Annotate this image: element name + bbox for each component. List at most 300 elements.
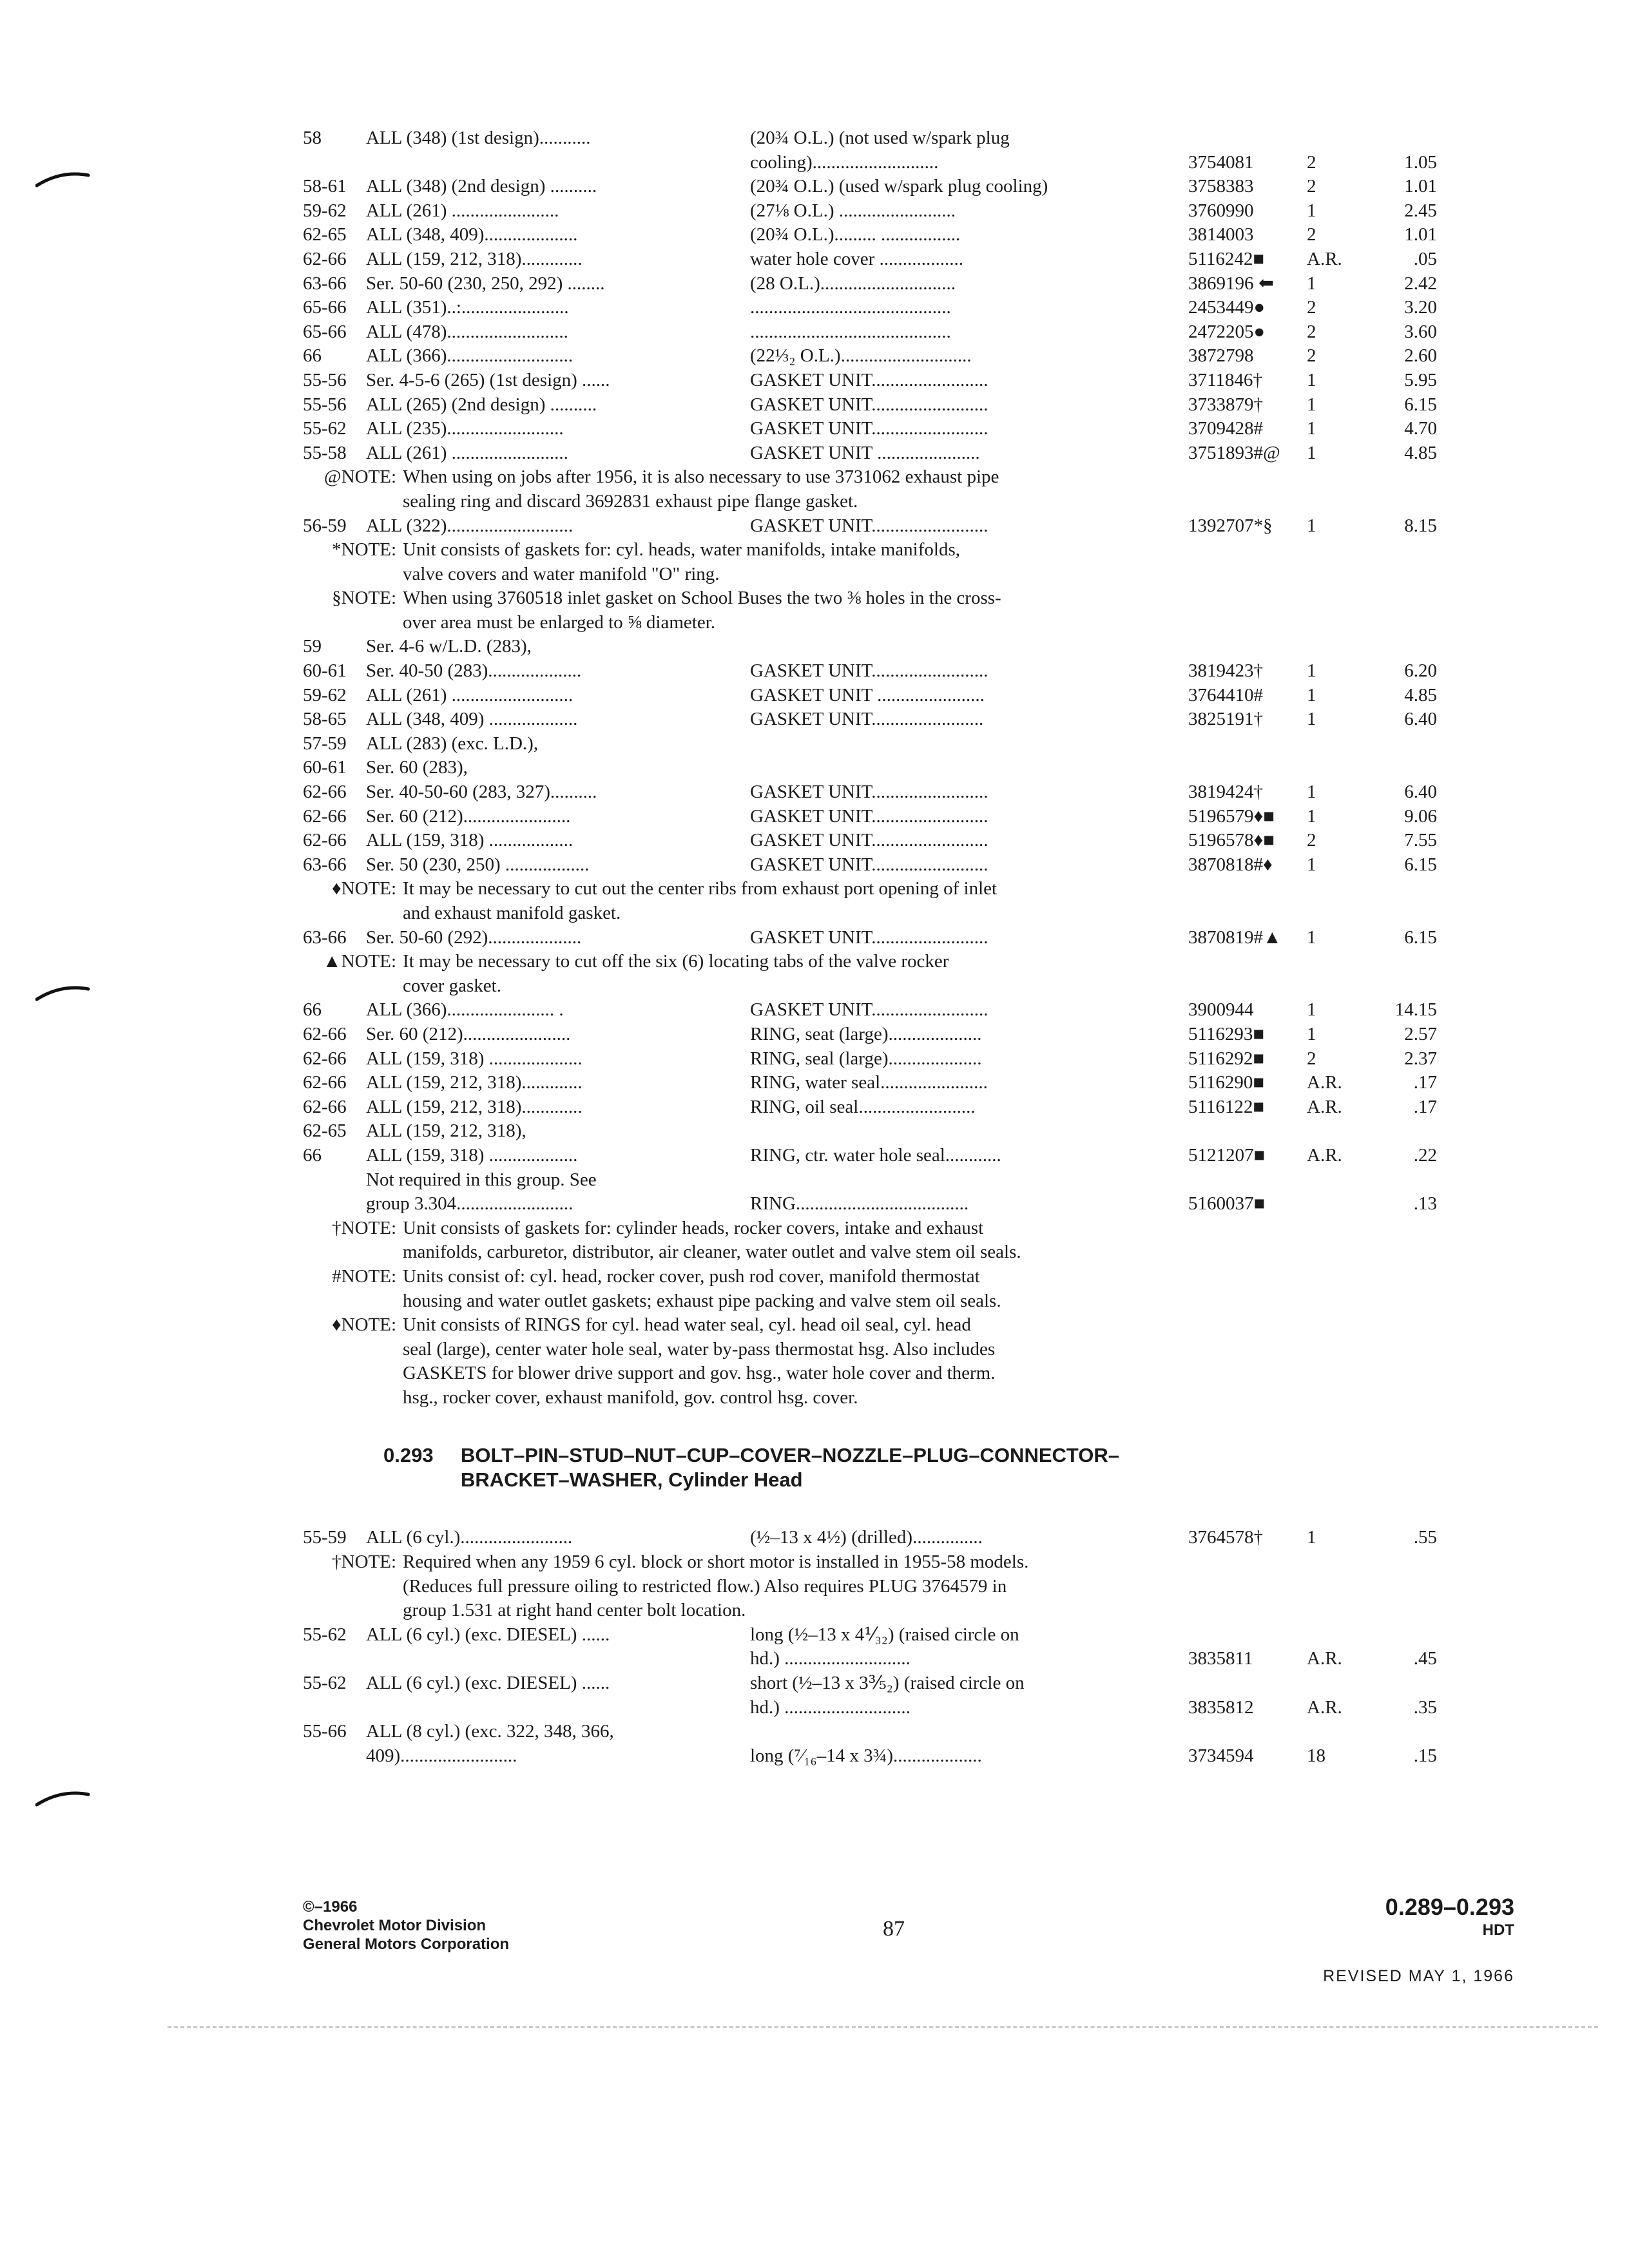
part-row — [303, 1144, 1437, 1168]
note-label: ♦NOTE: — [331, 878, 396, 899]
application: Ser. 40-50 (283).................... — [366, 660, 582, 682]
part-number — [1188, 126, 1307, 151]
application: ALL (351)..:....................... — [366, 297, 569, 318]
price: 1.05 — [1404, 151, 1437, 173]
part-number: 5116122■ — [1188, 1096, 1264, 1117]
description: GASKET UNIT......................... — [750, 805, 988, 827]
part-row — [303, 780, 1437, 805]
section-number: 0.293 — [383, 1444, 434, 1467]
quantity: 1 — [1307, 684, 1316, 706]
part-row — [303, 1744, 1437, 1769]
model-years: 63-66 — [303, 273, 347, 294]
quantity: 1 — [1307, 1527, 1316, 1548]
application: Ser. 50-60 (230, 250, 292) ........ — [366, 273, 605, 294]
part-row — [303, 829, 1437, 853]
description: long (⁷⁄₁₆–14 x 3¾)................... — [750, 1745, 982, 1766]
note-label: *NOTE: — [332, 539, 396, 561]
note-label: †NOTE: — [332, 1552, 396, 1573]
quantity: 1 — [1307, 442, 1316, 463]
part-row — [303, 514, 1437, 539]
description: ........................................... — [750, 297, 951, 318]
description: GASKET UNIT......................... — [750, 418, 988, 439]
part-row — [303, 998, 1437, 1023]
description: GASKET UNIT......................... — [750, 854, 988, 875]
note-line: When using 3760518 inlet gasket on School Buses the two ⅜ holes in the cross- — [403, 588, 1001, 609]
section-range-block — [1334, 1893, 1514, 1939]
application: ALL (159, 318) ................... — [366, 1144, 578, 1166]
price: .22 — [1413, 1144, 1437, 1166]
quantity: 18 — [1307, 1745, 1325, 1766]
part-row — [303, 853, 1437, 878]
description: GASKET UNIT......................... — [750, 927, 988, 948]
model-years — [303, 1696, 366, 1720]
application: Ser. 50-60 (292).................... — [366, 927, 582, 948]
quantity — [1307, 126, 1358, 151]
price: 6.40 — [1404, 709, 1437, 730]
note-line: It may be necessary to cut off the six (6) locating tabs of the valve rocker — [403, 951, 949, 972]
description: RING..................................... — [750, 1193, 969, 1215]
part-number: 3819424† — [1188, 782, 1263, 803]
description: (20¾ O.L.)......... ................. — [750, 224, 961, 245]
price: 6.20 — [1404, 660, 1437, 682]
part-row — [303, 635, 1437, 659]
price: 4.85 — [1404, 684, 1437, 706]
note-line: seal (large), center water hole seal, water by-pass thermostat hsg. Also includes — [403, 1338, 996, 1360]
section-title-line — [461, 1468, 1119, 1492]
note-block — [303, 465, 1437, 514]
price: 1.01 — [1404, 224, 1437, 245]
part-number — [1188, 756, 1307, 780]
model-years: 55-62 — [303, 418, 347, 439]
quantity — [1307, 1671, 1358, 1696]
part-row — [303, 1023, 1437, 1047]
part-row — [303, 175, 1437, 199]
application: ALL (159, 212, 318), — [366, 1120, 526, 1142]
description — [750, 1168, 1188, 1193]
description: (22⅓₂ O.L.)............................ — [750, 345, 972, 367]
section-title — [461, 1443, 1119, 1492]
part-number: 2472205● — [1188, 321, 1266, 342]
part-number: 3835812 — [1188, 1696, 1254, 1718]
price: 5.95 — [1404, 369, 1437, 390]
price — [1358, 1671, 1437, 1696]
note-label: ▲NOTE: — [322, 951, 396, 972]
part-row — [303, 223, 1437, 247]
model-years: 62-66 — [303, 805, 347, 827]
application: ALL (283) (exc. L.D.), — [366, 733, 539, 754]
quantity: A.R. — [1307, 1096, 1342, 1117]
part-row — [303, 199, 1437, 224]
section-heading — [383, 1443, 1437, 1492]
price: 3.60 — [1404, 321, 1437, 342]
application — [366, 151, 750, 175]
price: .45 — [1413, 1648, 1437, 1669]
part-row — [303, 684, 1437, 708]
quantity — [1307, 1119, 1358, 1144]
quantity: 1 — [1307, 394, 1316, 415]
note-line: GASKETS for blower drive support and gov. hsg., water hole cover and therm. — [403, 1363, 996, 1384]
note-text — [396, 465, 1163, 514]
model-years: 55-62 — [303, 1624, 347, 1645]
part-row — [303, 1720, 1437, 1744]
part-number: 3814003 — [1188, 224, 1254, 245]
part-row — [303, 1623, 1437, 1648]
note-line: It may be necessary to cut out the center ribs from exhaust port opening of inlet — [403, 878, 998, 899]
part-row — [303, 1647, 1437, 1671]
note-block — [303, 538, 1437, 586]
corporation-name: General Motors Corporation — [303, 1936, 510, 1953]
quantity: 2 — [1307, 1048, 1316, 1069]
price — [1358, 732, 1437, 756]
description: (27⅛ O.L.) ......................... — [750, 200, 956, 221]
binder-hole-mark — [35, 983, 90, 1002]
quantity: 1 — [1307, 782, 1316, 803]
model-years: 55-66 — [303, 1721, 347, 1742]
note-label: ♦NOTE: — [331, 1314, 396, 1336]
description: GASKET UNIT........................ — [750, 709, 984, 730]
price: 4.70 — [1404, 418, 1437, 439]
price: 2.37 — [1404, 1048, 1437, 1069]
quantity: 1 — [1307, 515, 1316, 536]
price — [1358, 635, 1437, 659]
application: ALL (261) ....................... — [366, 200, 559, 221]
price: .55 — [1413, 1527, 1437, 1548]
model-years — [303, 1168, 366, 1193]
price: 2.60 — [1404, 345, 1437, 367]
description — [750, 1119, 1188, 1144]
part-number: 3764578† — [1188, 1527, 1263, 1548]
model-years: 62-66 — [303, 1048, 347, 1069]
description: GASKET UNIT......................... — [750, 515, 988, 536]
price: 6.40 — [1404, 782, 1437, 803]
note-text — [396, 538, 1163, 586]
description: GASKET UNIT......................... — [750, 369, 988, 390]
part-number: 3754081 — [1188, 151, 1254, 173]
note-line: hsg., rocker cover, exhaust manifold, gov. control hsg. cover. — [403, 1387, 858, 1408]
application: ALL (366)....................... . — [366, 999, 564, 1021]
note-text — [396, 950, 1163, 998]
quantity: 1 — [1307, 273, 1316, 294]
section-code: HDT — [1482, 1921, 1514, 1939]
note-text — [396, 1216, 1163, 1265]
application: ALL (265) (2nd design) .......... — [366, 394, 597, 415]
price: .05 — [1413, 248, 1437, 269]
description: RING, seal (large).................... — [750, 1048, 982, 1069]
application: ALL (159, 318) .................. — [366, 830, 574, 851]
note-text — [396, 1313, 1163, 1410]
quantity: 2 — [1307, 176, 1316, 197]
model-years: 59-62 — [303, 684, 347, 706]
description: (½–13 x 4½) (drilled)............... — [750, 1527, 983, 1548]
part-number: 5116242■ — [1188, 248, 1264, 269]
description: RING, ctr. water hole seal............ — [750, 1144, 1001, 1166]
quantity — [1307, 732, 1358, 756]
model-years: 62-65 — [303, 1120, 347, 1142]
application: ALL (8 cyl.) (exc. 322, 348, 366, — [366, 1721, 614, 1742]
note-text — [396, 1265, 1163, 1313]
note-block — [303, 1216, 1437, 1265]
price: .35 — [1413, 1696, 1437, 1718]
part-row — [303, 344, 1437, 369]
part-row — [303, 417, 1437, 441]
application: ALL (235)......................... — [366, 418, 564, 439]
part-number — [1188, 635, 1307, 659]
part-number: 3825191† — [1188, 709, 1263, 730]
part-row — [303, 805, 1437, 829]
part-row — [303, 926, 1437, 950]
description: short (½–13 x 3⅗₂) (raised circle on — [750, 1673, 1025, 1694]
model-years: 60-61 — [303, 757, 347, 778]
description — [750, 635, 1188, 659]
part-number: 5196578♦■ — [1188, 830, 1275, 851]
part-row — [303, 707, 1437, 732]
application: ALL (261) .......................... — [366, 684, 574, 706]
model-years: 55-59 — [303, 1527, 347, 1548]
spacer — [303, 1410, 1437, 1443]
note-text — [396, 586, 1163, 635]
note-line: sealing ring and discard 3692831 exhaust pipe flange gasket. — [403, 490, 858, 512]
part-row — [303, 1168, 1437, 1193]
note-label: @NOTE: — [323, 466, 396, 488]
part-number: 3734594 — [1188, 1745, 1254, 1766]
part-row — [303, 1671, 1437, 1696]
application: ALL (348, 409) ................... — [366, 709, 578, 730]
application: ALL (159, 212, 318)............. — [366, 248, 583, 269]
application: ALL (261) ......................... — [366, 442, 568, 463]
description: hd.) ........................... — [750, 1648, 911, 1669]
application — [366, 1647, 750, 1671]
part-number: 5160037■ — [1188, 1193, 1266, 1215]
note-block — [303, 1550, 1437, 1623]
description — [750, 756, 1188, 780]
note-block — [303, 1265, 1437, 1313]
part-row — [303, 393, 1437, 418]
application: ALL (348, 409).................... — [366, 224, 578, 245]
part-row — [303, 296, 1437, 320]
application: Ser. 50 (230, 250) .................. — [366, 854, 590, 875]
part-row — [303, 1696, 1437, 1720]
model-years: 62-66 — [303, 1096, 347, 1117]
description: ........................................... — [750, 321, 951, 342]
price — [1358, 1168, 1437, 1193]
part-number: 2453449● — [1188, 297, 1266, 318]
description: water hole cover .................. — [750, 248, 963, 269]
model-years: 59 — [303, 636, 322, 657]
part-row — [303, 151, 1437, 175]
description: hd.) ........................... — [750, 1696, 911, 1718]
part-number: 3764410# — [1188, 684, 1263, 706]
quantity: 1 — [1307, 660, 1316, 682]
note-line: over area must be enlarged to ⅝ diameter. — [403, 611, 716, 633]
note-line: housing and water outlet gaskets; exhaust pipe packing and valve stem oil seals. — [403, 1290, 1001, 1311]
application: Not required in this group. See — [366, 1169, 597, 1190]
price — [1358, 1623, 1437, 1648]
note-block — [303, 1313, 1437, 1410]
binder-hole-mark — [35, 169, 90, 188]
quantity: 1 — [1307, 927, 1316, 948]
part-number: 3751893#@ — [1188, 442, 1280, 463]
part-number: 3872798 — [1188, 345, 1254, 367]
part-number — [1188, 1720, 1307, 1744]
price: .17 — [1413, 1072, 1437, 1093]
part-number: 3870818#♦ — [1188, 854, 1273, 875]
price — [1358, 1119, 1437, 1144]
application: ALL (366)........................... — [366, 345, 574, 367]
note-line: Units consist of: cyl. head, rocker cover, push rod cover, manifold thermostat — [403, 1265, 980, 1287]
note-line: Required when any 1959 6 cyl. block or short motor is installed in 1955-58 models. — [403, 1552, 1029, 1573]
quantity: 2 — [1307, 830, 1316, 851]
price — [1358, 1720, 1437, 1744]
section-title-part: Cylinder Head — [668, 1468, 803, 1492]
price: 3.20 — [1404, 297, 1437, 318]
part-row — [303, 1119, 1437, 1144]
price: 9.06 — [1404, 805, 1437, 827]
application: ALL (6 cyl.) (exc. DIESEL) ...... — [366, 1624, 610, 1645]
model-years: 62-66 — [303, 830, 347, 851]
model-years: 58-65 — [303, 709, 347, 730]
model-years: 63-66 — [303, 854, 347, 875]
quantity — [1307, 635, 1358, 659]
part-number: 3869196 ⬅ — [1188, 273, 1275, 294]
division-name: Chevrolet Motor Division — [303, 1917, 487, 1934]
quantity: 1 — [1307, 200, 1316, 221]
price: 2.42 — [1404, 273, 1437, 294]
note-label: #NOTE: — [332, 1265, 396, 1287]
model-years: 65-66 — [303, 297, 347, 318]
quantity — [1307, 1192, 1358, 1216]
description: cooling)........................... — [750, 151, 939, 173]
quantity: 2 — [1307, 321, 1316, 342]
price: 6.15 — [1404, 927, 1437, 948]
model-years: 66 — [303, 345, 322, 367]
description: GASKET UNIT......................... — [750, 999, 988, 1021]
model-years: 57-59 — [303, 733, 347, 754]
part-number: 3835811 — [1188, 1648, 1253, 1669]
model-years: 66 — [303, 999, 322, 1021]
price: 4.85 — [1404, 442, 1437, 463]
application — [366, 1696, 750, 1720]
description: GASKET UNIT......................... — [750, 830, 988, 851]
price: 2.45 — [1404, 200, 1437, 221]
part-number: 3733879† — [1188, 394, 1263, 415]
part-number: 5121207■ — [1188, 1144, 1266, 1166]
note-block — [303, 586, 1437, 635]
description: GASKET UNIT......................... — [750, 660, 988, 682]
quantity: 1 — [1307, 369, 1316, 390]
price: .13 — [1413, 1193, 1437, 1215]
part-row — [303, 1071, 1437, 1095]
quantity — [1307, 756, 1358, 780]
publisher-block — [303, 1898, 509, 1954]
description: long (½–13 x 4⅟₃₂) (raised circle on — [750, 1624, 1019, 1645]
part-row — [303, 272, 1437, 296]
note-line: Unit consists of gaskets for: cyl. heads, water manifolds, intake manifolds, — [403, 539, 960, 561]
quantity: A.R. — [1307, 1696, 1342, 1718]
note-block — [303, 950, 1437, 998]
model-years: 55-56 — [303, 369, 347, 390]
model-years: 65-66 — [303, 321, 347, 342]
part-number — [1188, 1671, 1307, 1696]
quantity: 1 — [1307, 709, 1316, 730]
quantity — [1307, 1168, 1358, 1193]
quantity: A.R. — [1307, 1144, 1342, 1166]
part-row — [303, 1095, 1437, 1120]
part-number: 3758383 — [1188, 176, 1254, 197]
part-number: 3819423† — [1188, 660, 1263, 682]
description — [750, 1720, 1188, 1744]
bottom-rule — [168, 2026, 1598, 2028]
quantity: 2 — [1307, 345, 1316, 367]
part-row — [303, 126, 1437, 151]
page-number: 87 — [883, 1917, 905, 1941]
description: (20¾ O.L.) (used w/spark plug cooling) — [750, 176, 1048, 197]
part-number — [1188, 1168, 1307, 1193]
part-number: 5196579♦■ — [1188, 805, 1275, 827]
part-number: 5116290■ — [1188, 1072, 1264, 1093]
price: 8.15 — [1404, 515, 1437, 536]
parts-list — [303, 126, 1437, 1768]
part-row — [303, 756, 1437, 780]
price: 6.15 — [1404, 394, 1437, 415]
application: ALL (6 cyl.)........................ — [366, 1527, 573, 1548]
note-line: Unit consists of gaskets for: cylinder heads, rocker covers, intake and exhaust — [403, 1217, 984, 1238]
model-years: 55-58 — [303, 442, 347, 463]
part-row — [303, 1526, 1437, 1550]
model-years: 62-66 — [303, 248, 347, 269]
description: RING, water seal....................... — [750, 1072, 988, 1093]
part-number: 1392707*§ — [1188, 515, 1273, 536]
model-years: 58-61 — [303, 176, 347, 197]
application: Ser. 60 (283), — [366, 757, 468, 778]
part-number — [1188, 732, 1307, 756]
application: Ser. 4-6 w/L.D. (283), — [366, 636, 532, 657]
application: 409)......................... — [366, 1745, 517, 1766]
note-label: §NOTE: — [332, 588, 396, 609]
description — [750, 732, 1188, 756]
part-row — [303, 1192, 1437, 1216]
part-row — [303, 732, 1437, 756]
note-line: (Reduces full pressure oiling to restricted flow.) Also requires PLUG 3764579 in — [403, 1575, 1007, 1597]
note-line: valve covers and water manifold "O" ring. — [403, 563, 720, 584]
spacer — [303, 1492, 1437, 1526]
quantity: 1 — [1307, 805, 1316, 827]
part-row — [303, 369, 1437, 393]
quantity — [1307, 1720, 1358, 1744]
quantity: 1 — [1307, 418, 1316, 439]
description: GASKET UNIT ....................... — [750, 684, 985, 706]
description: GASKET UNIT......................... — [750, 782, 988, 803]
price: 6.15 — [1404, 854, 1437, 875]
model-years: 59-62 — [303, 200, 347, 221]
application: ALL (6 cyl.) (exc. DIESEL) ...... — [366, 1673, 610, 1694]
copyright: ©–1966 — [303, 1898, 358, 1916]
model-years: 55-56 — [303, 394, 347, 415]
quantity: 2 — [1307, 224, 1316, 245]
quantity: 1 — [1307, 1023, 1316, 1044]
model-years: 62-65 — [303, 224, 347, 245]
application: Ser. 40-50-60 (283, 327).......... — [366, 782, 597, 803]
description: GASKET UNIT ...................... — [750, 442, 980, 463]
application: group 3.304......................... — [366, 1193, 574, 1215]
application: Ser. 4-5-6 (265) (1st design) ...... — [366, 369, 610, 390]
description: (20¾ O.L.) (not used w/spark plug — [750, 128, 1010, 148]
quantity — [1307, 1623, 1358, 1648]
quantity: 2 — [1307, 297, 1316, 318]
model-years — [303, 1647, 366, 1671]
part-number: 3709428# — [1188, 418, 1263, 439]
model-years: 63-66 — [303, 927, 347, 948]
part-number — [1188, 1119, 1307, 1144]
